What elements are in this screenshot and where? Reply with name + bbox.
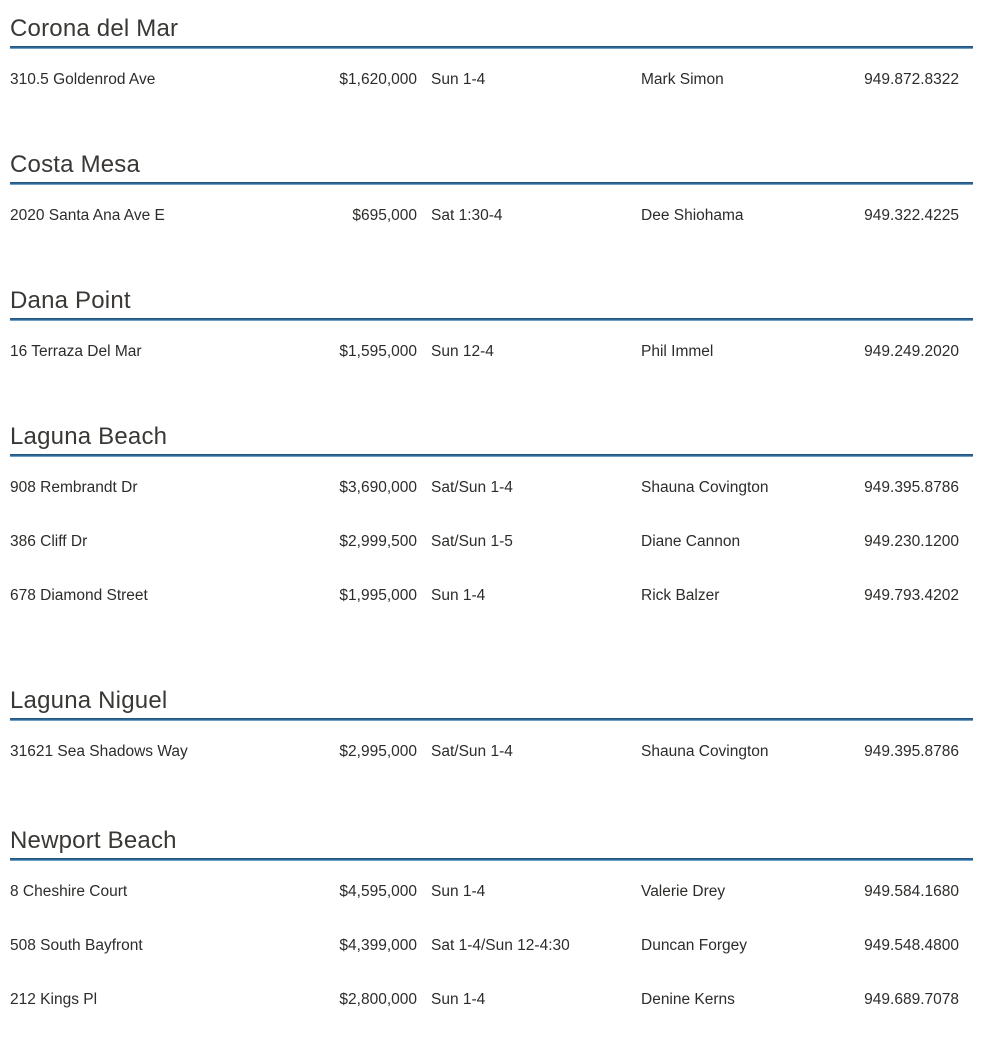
listing-row	[10, 325, 973, 379]
listing-agent: Valerie Drey	[641, 883, 726, 900]
listing-rows	[10, 865, 973, 1027]
listing-address: 386 Cliff Dr	[10, 533, 88, 550]
city-heading: Newport Beach	[10, 827, 177, 854]
listing-row	[10, 973, 973, 1027]
city-section	[10, 286, 973, 379]
listing-address: 16 Terraza Del Mar	[10, 343, 142, 360]
listing-price: $1,595,000	[339, 343, 417, 360]
listing-price: $4,399,000	[339, 937, 417, 954]
listing-price: $2,999,500	[339, 533, 417, 550]
listing-agent: Phil Immel	[641, 343, 714, 360]
city-section	[10, 150, 973, 243]
listing-agent: Mark Simon	[641, 71, 724, 88]
listing-price: $1,995,000	[339, 587, 417, 604]
heading-rule	[10, 46, 973, 49]
listing-agent: Duncan Forgey	[641, 937, 747, 954]
city-heading: Costa Mesa	[10, 151, 141, 178]
listing-address: 908 Rembrandt Dr	[10, 479, 138, 496]
heading-rule	[10, 718, 973, 721]
city-heading: Laguna Beach	[10, 423, 168, 450]
listing-address: 31621 Sea Shadows Way	[10, 743, 188, 760]
city-heading: Corona del Mar	[10, 15, 179, 42]
listing-address: 310.5 Goldenrod Ave	[10, 71, 156, 88]
heading-rule	[10, 182, 973, 185]
listing-phone: 949.322.4225	[864, 207, 959, 224]
listing-phone: 949.395.8786	[864, 479, 959, 496]
listing-price: $2,800,000	[339, 991, 417, 1008]
city-section	[10, 686, 973, 779]
listing-address: 678 Diamond Street	[10, 587, 148, 604]
heading-rule	[10, 858, 973, 861]
listing-phone: 949.249.2020	[864, 343, 959, 360]
listing-price: $2,995,000	[339, 743, 417, 760]
listing-row	[10, 919, 973, 973]
listing-address: 508 South Bayfront	[10, 937, 143, 954]
heading-rule	[10, 454, 973, 457]
listing-row	[10, 569, 973, 623]
listing-price: $4,595,000	[339, 883, 417, 900]
listing-time: Sun 1-4	[431, 587, 486, 604]
listing-price: $1,620,000	[339, 71, 417, 88]
listing-phone: 949.584.1680	[864, 883, 959, 900]
listing-address: 212 Kings Pl	[10, 991, 98, 1008]
listing-time: Sat 1:30-4	[431, 207, 503, 224]
listing-row	[10, 515, 973, 569]
listing-time: Sun 1-4	[431, 71, 486, 88]
city-section	[10, 422, 973, 623]
listing-price: $695,000	[352, 207, 417, 224]
listing-row	[10, 865, 973, 919]
listing-row	[10, 189, 973, 243]
listing-rows	[10, 325, 973, 379]
listing-agent: Diane Cannon	[641, 533, 741, 550]
listing-agent: Dee Shiohama	[641, 207, 744, 224]
listing-address: 2020 Santa Ana Ave E	[10, 207, 165, 224]
listing-time: Sat/Sun 1-5	[431, 533, 513, 550]
listing-row	[10, 53, 973, 107]
listing-phone: 949.230.1200	[864, 533, 959, 550]
listing-rows	[10, 725, 973, 779]
city-section	[10, 826, 973, 1027]
listing-time: Sun 12-4	[431, 343, 494, 360]
listing-row	[10, 725, 973, 779]
listing-time: Sun 1-4	[431, 991, 486, 1008]
listing-agent: Shauna Covington	[641, 743, 769, 760]
listing-rows	[10, 461, 973, 623]
city-heading: Dana Point	[10, 287, 131, 314]
listing-rows	[10, 53, 973, 107]
listing-phone: 949.548.4800	[864, 937, 959, 954]
city-section	[10, 14, 973, 107]
listing-time: Sat/Sun 1-4	[431, 479, 513, 496]
listing-phone: 949.793.4202	[864, 587, 959, 604]
listing-phone: 949.395.8786	[864, 743, 959, 760]
heading-rule	[10, 318, 973, 321]
listing-agent: Rick Balzer	[641, 587, 720, 604]
listing-rows	[10, 189, 973, 243]
listing-phone: 949.689.7078	[864, 991, 959, 1008]
listing-agent: Denine Kerns	[641, 991, 735, 1008]
listing-price: $3,690,000	[339, 479, 417, 496]
listing-phone: 949.872.8322	[864, 71, 959, 88]
listing-address: 8 Cheshire Court	[10, 883, 128, 900]
city-heading: Laguna Niguel	[10, 687, 168, 714]
listing-time: Sat/Sun 1-4	[431, 743, 513, 760]
listing-row	[10, 461, 973, 515]
listing-agent: Shauna Covington	[641, 479, 769, 496]
listing-time: Sun 1-4	[431, 883, 486, 900]
listing-time: Sat 1-4/Sun 12-4:30	[431, 937, 570, 954]
open-house-sections	[10, 14, 973, 1027]
